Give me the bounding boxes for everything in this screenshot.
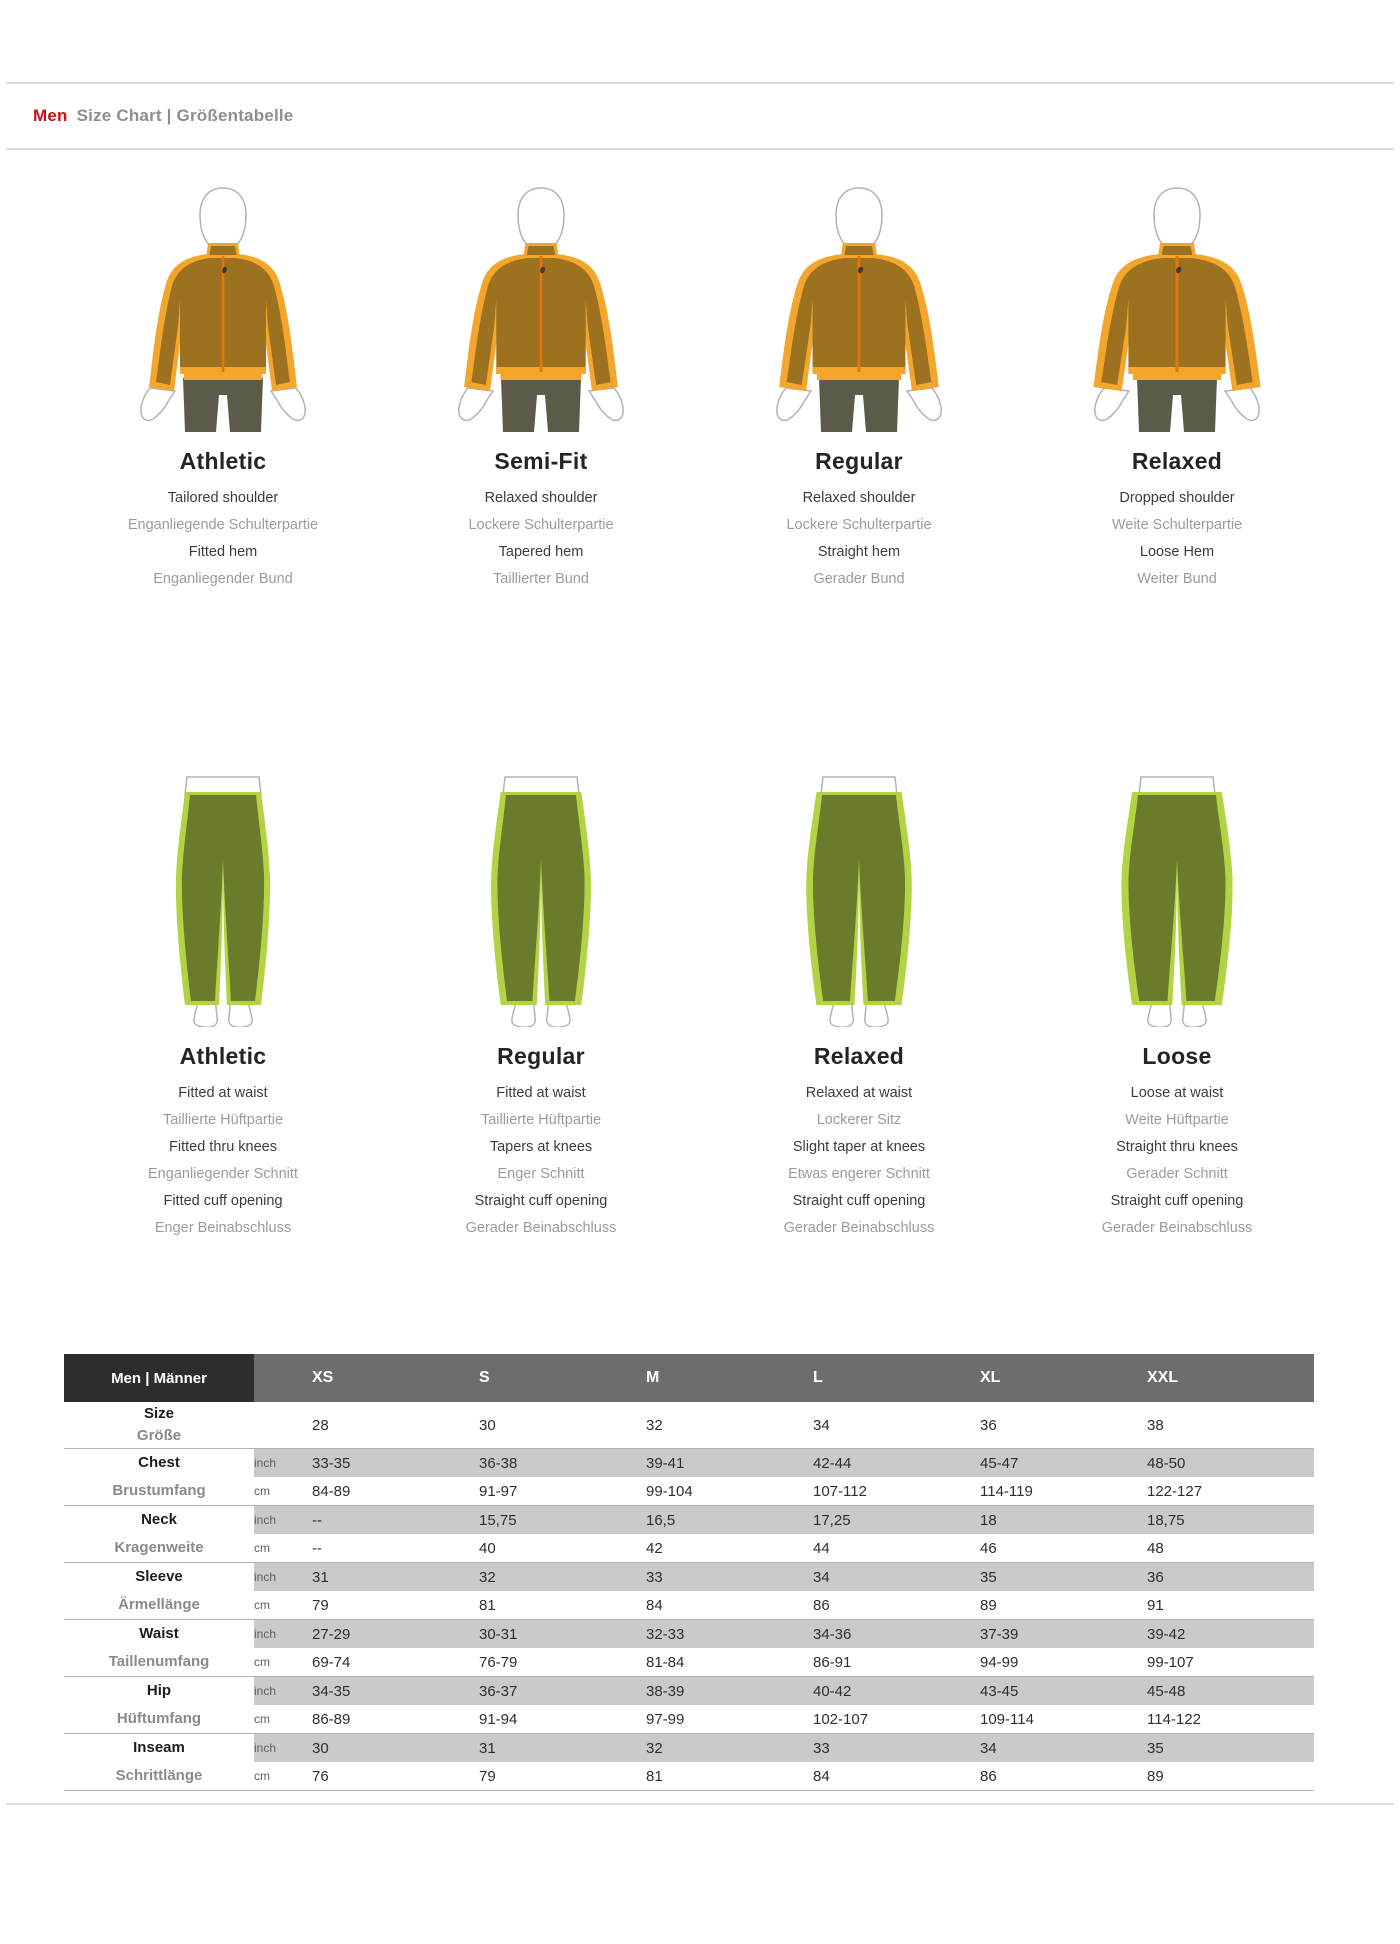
unit-cell-inch: inch — [254, 1506, 312, 1535]
measurement-value: 40 — [479, 1539, 496, 1557]
measurement-value: -- — [312, 1506, 479, 1535]
measurement-value: 48 — [1147, 1539, 1164, 1557]
measurement-value: 18,75 — [1147, 1506, 1314, 1535]
fit-description-en: Fitted cuff opening — [163, 1193, 283, 1209]
measurement-value: 97-99 — [646, 1710, 685, 1728]
measurement-value: 69-74 — [312, 1653, 351, 1671]
fit-description-en: Fitted at waist — [496, 1085, 586, 1101]
measurement-value: 31 — [479, 1734, 646, 1763]
measurement-value: 33 — [813, 1734, 980, 1763]
row-label-size — [64, 1402, 254, 1449]
unit-cell-inch: inch — [254, 1620, 312, 1649]
measurement-value: 86-91 — [813, 1653, 852, 1671]
fit-description-de: Taillierte Hüftpartie — [162, 1112, 284, 1128]
pants-figure — [1018, 765, 1336, 1027]
fit-description-de: Weite Hüftpartie — [1125, 1112, 1229, 1128]
measurement-value: 86 — [813, 1596, 830, 1614]
row-label-de: Ärmellänge — [118, 1596, 200, 1613]
measurement-value: 44 — [813, 1539, 830, 1557]
fit-description-en: Relaxed shoulder — [802, 490, 916, 506]
measurement-value: 84 — [646, 1596, 663, 1614]
measurement-value: 34 — [980, 1734, 1147, 1763]
measurement-value: 46 — [980, 1539, 997, 1557]
measurement-value: -- — [312, 1539, 322, 1557]
measurement-value: 32 — [479, 1563, 646, 1592]
fit-description-de: Taillierte Hüftpartie — [480, 1112, 602, 1128]
measurement-value: 114-122 — [1147, 1710, 1201, 1728]
jacket-figure — [382, 182, 700, 432]
measurement-value: 76 — [312, 1762, 479, 1791]
row-label-de: Kragenweite — [114, 1539, 204, 1556]
table-row-inseam-cm — [64, 1762, 1314, 1791]
measurement-value: 30 — [312, 1734, 479, 1763]
measurement-value: 34 — [813, 1563, 980, 1592]
measurement-value: 31 — [312, 1563, 479, 1592]
table-row-size — [64, 1402, 1314, 1449]
measurement-value: 34-36 — [813, 1620, 980, 1649]
size-value: 38 — [1147, 1416, 1164, 1434]
table-corner-label: Men | Männer — [64, 1354, 254, 1402]
fit-description-de: Gerader Schnitt — [1126, 1166, 1228, 1182]
row-label-de: Größe — [136, 1427, 182, 1444]
measurement-value: 18 — [980, 1506, 1147, 1535]
pants-figure — [700, 765, 1018, 1027]
row-label-de: Brustumfang — [112, 1482, 206, 1499]
fit-description-list — [700, 1080, 1018, 1242]
page-title-highlight: Men — [33, 106, 68, 125]
measurement-value: 35 — [980, 1563, 1147, 1592]
measurement-value: 89 — [1147, 1762, 1314, 1791]
measurement-value: 42-44 — [813, 1449, 980, 1478]
measurement-value: 122-127 — [1147, 1482, 1203, 1500]
row-label-en: Sleeve — [64, 1563, 254, 1592]
fit-description-en: Fitted at waist — [178, 1085, 268, 1101]
fit-description-en: Relaxed shoulder — [484, 490, 598, 506]
fit-description-de: Enganliegender Schnitt — [148, 1166, 298, 1182]
table-row-hip-cm — [64, 1705, 1314, 1734]
measurement-value: 35 — [1147, 1734, 1314, 1763]
measurement-value: 27-29 — [312, 1620, 479, 1649]
unit-cell-inch: inch — [254, 1449, 312, 1478]
fit-title: Regular — [497, 1043, 585, 1069]
unit-column-header — [254, 1354, 312, 1402]
fit-description-en: Tapered hem — [498, 544, 584, 560]
measurement-value: 15,75 — [479, 1506, 646, 1535]
measurement-value: 45-47 — [980, 1449, 1147, 1478]
measurement-value: 84-89 — [312, 1482, 351, 1500]
fit-title: Semi-Fit — [494, 448, 588, 474]
measurement-value: 17,25 — [813, 1506, 980, 1535]
bottom-divider — [6, 1803, 1394, 1805]
size-table — [64, 1354, 1314, 1791]
measurement-value: 33-35 — [312, 1449, 479, 1478]
fit-title: Athletic — [179, 448, 267, 474]
table-row-waist-inch — [64, 1620, 1314, 1649]
size-table-section — [64, 1354, 1400, 1791]
measurement-value: 32-33 — [646, 1620, 813, 1649]
measurement-value: 39-41 — [646, 1449, 813, 1478]
jacket-fit-card-regular — [700, 182, 1018, 593]
measurement-value: 79 — [479, 1762, 646, 1791]
fit-description-de: Enger Beinabschluss — [154, 1220, 292, 1236]
pants-fit-card-athletic — [64, 765, 382, 1242]
fit-description-en: Tailored shoulder — [167, 490, 279, 506]
fit-description-en: Straight cuff opening — [1110, 1193, 1244, 1209]
measurement-value: 86-89 — [312, 1710, 351, 1728]
jacket-figure — [1018, 182, 1336, 432]
measurement-value: 107-112 — [813, 1482, 867, 1500]
measurement-value: 39-42 — [1147, 1620, 1314, 1649]
jacket-fits-section — [64, 182, 1336, 593]
size-value: 34 — [813, 1416, 830, 1434]
fit-description-de: Enger Schnitt — [497, 1166, 585, 1182]
measurement-value: 33 — [646, 1563, 813, 1592]
measurement-value: 89 — [980, 1596, 997, 1614]
fit-description-en: Slight taper at knees — [792, 1139, 926, 1155]
unit-cell-cm: cm — [254, 1655, 270, 1669]
table-row-waist-cm — [64, 1648, 1314, 1677]
unit-cell-cm: cm — [254, 1712, 270, 1726]
unit-cell-inch: inch — [254, 1563, 312, 1592]
fit-description-de: Gerader Beinabschluss — [1101, 1220, 1253, 1236]
fit-description-de: Enganliegende Schulterpartie — [127, 517, 319, 533]
measurement-value: 114-119 — [980, 1482, 1033, 1500]
measurement-value: 91-94 — [479, 1710, 518, 1728]
fit-description-de: Gerader Beinabschluss — [783, 1220, 935, 1236]
size-column-header-xxl: XXL — [1147, 1354, 1314, 1402]
measurement-value: 38-39 — [646, 1677, 813, 1706]
page-title-rest: Size Chart | Größentabelle — [76, 106, 294, 125]
measurement-value: 43-45 — [980, 1677, 1147, 1706]
table-row-chest-cm — [64, 1477, 1314, 1506]
measurement-value: 81 — [479, 1596, 496, 1614]
row-label-en: Inseam — [64, 1734, 254, 1763]
pants-figure — [382, 765, 700, 1027]
measurement-value: 36 — [1147, 1563, 1314, 1592]
jacket-figure — [64, 182, 382, 432]
fit-description-de: Lockerer Sitz — [816, 1112, 902, 1128]
measurement-value: 45-48 — [1147, 1677, 1314, 1706]
measurement-value: 86 — [980, 1762, 1147, 1791]
row-label-en: Neck — [64, 1506, 254, 1535]
table-row-neck-cm — [64, 1534, 1314, 1563]
measurement-value: 94-99 — [980, 1653, 1019, 1671]
table-row-chest-inch — [64, 1449, 1314, 1478]
fit-description-de: Weiter Bund — [1137, 571, 1217, 587]
measurement-value: 36-37 — [479, 1677, 646, 1706]
row-label-de: Hüftumfang — [116, 1710, 202, 1727]
size-value: 30 — [479, 1416, 496, 1434]
row-label-en: Hip — [64, 1677, 254, 1706]
measurement-value: 109-114 — [980, 1710, 1034, 1728]
fit-description-en: Fitted hem — [188, 544, 258, 560]
unit-cell-inch: inch — [254, 1734, 312, 1763]
row-label-en: Chest — [64, 1449, 254, 1478]
measurement-value: 40-42 — [813, 1677, 980, 1706]
size-column-header-xs: XS — [312, 1354, 479, 1402]
unit-cell-cm: cm — [254, 1598, 270, 1612]
measurement-value: 34-35 — [312, 1677, 479, 1706]
size-column-header-m: M — [646, 1354, 813, 1402]
measurement-value: 16,5 — [646, 1506, 813, 1535]
measurement-value: 36-38 — [479, 1449, 646, 1478]
size-value: 28 — [312, 1416, 329, 1434]
fit-description-en: Straight cuff opening — [792, 1193, 926, 1209]
table-row-sleeve-inch — [64, 1563, 1314, 1592]
measurement-value: 42 — [646, 1539, 663, 1557]
table-row-inseam-inch — [64, 1734, 1314, 1763]
jacket-fit-card-relaxed — [1018, 182, 1336, 593]
fit-description-de: Gerader Bund — [813, 571, 905, 587]
fit-description-list — [1018, 485, 1336, 593]
fit-description-en: Loose Hem — [1139, 544, 1215, 560]
jacket-fit-card-athletic — [64, 182, 382, 593]
pant-fits-section — [64, 765, 1336, 1242]
jacket-fit-card-semi-fit — [382, 182, 700, 593]
unit-cell-cm: cm — [254, 1541, 270, 1555]
fit-description-list — [64, 485, 382, 593]
measurement-value: 30-31 — [479, 1620, 646, 1649]
fit-description-en: Straight hem — [817, 544, 901, 560]
size-value: 36 — [980, 1416, 997, 1434]
unit-cell-cm: cm — [254, 1762, 312, 1791]
measurement-value: 79 — [312, 1596, 329, 1614]
fit-description-en: Straight cuff opening — [474, 1193, 608, 1209]
fit-title: Loose — [1142, 1043, 1212, 1069]
fit-description-en: Fitted thru knees — [169, 1139, 277, 1155]
pants-fit-card-loose — [1018, 765, 1336, 1242]
fit-description-list — [382, 1080, 700, 1242]
fit-description-de: Gerader Beinabschluss — [465, 1220, 617, 1236]
header-divider — [6, 148, 1394, 150]
pants-figure — [64, 765, 382, 1027]
unit-cell — [254, 1402, 312, 1449]
fit-description-en: Loose at waist — [1130, 1085, 1224, 1101]
measurement-value: 99-107 — [1147, 1653, 1194, 1671]
fit-title: Relaxed — [813, 1043, 905, 1069]
fit-description-de: Enganliegender Bund — [153, 571, 293, 587]
size-column-header-xl: XL — [980, 1354, 1147, 1402]
table-row-neck-inch — [64, 1506, 1314, 1535]
fit-title: Relaxed — [1131, 448, 1223, 474]
size-column-header-s: S — [479, 1354, 646, 1402]
page-title — [0, 84, 1400, 148]
fit-description-list — [1018, 1080, 1336, 1242]
measurement-value: 99-104 — [646, 1482, 693, 1500]
measurement-value: 81-84 — [646, 1653, 685, 1671]
fit-description-en: Tapers at knees — [489, 1139, 593, 1155]
fit-description-en: Relaxed at waist — [805, 1085, 913, 1101]
fit-description-de: Etwas engerer Schnitt — [788, 1166, 930, 1182]
fit-description-list — [382, 485, 700, 593]
measurement-value: 102-107 — [813, 1710, 869, 1728]
pants-fit-card-regular — [382, 765, 700, 1242]
row-label-en: Size — [143, 1405, 174, 1422]
fit-description-de: Weite Schulterpartie — [1111, 517, 1243, 533]
size-value: 32 — [646, 1416, 663, 1434]
fit-title: Athletic — [179, 1043, 267, 1069]
table-row-sleeve-cm — [64, 1591, 1314, 1620]
row-label-de: Schrittlänge — [64, 1762, 254, 1791]
unit-cell-inch: inch — [254, 1677, 312, 1706]
measurement-value: 91 — [1147, 1596, 1164, 1614]
row-label-en: Waist — [64, 1620, 254, 1649]
fit-description-de: Lockere Schulterpartie — [468, 517, 614, 533]
measurement-value: 76-79 — [479, 1653, 518, 1671]
fit-description-de: Taillierter Bund — [493, 571, 589, 587]
fit-description-en: Dropped shoulder — [1119, 490, 1235, 506]
row-label-de: Taillenumfang — [108, 1653, 210, 1670]
size-column-header-l: L — [813, 1354, 980, 1402]
fit-description-en: Straight thru knees — [1116, 1139, 1238, 1155]
measurement-value: 81 — [646, 1762, 813, 1791]
fit-description-list — [64, 1080, 382, 1242]
measurement-value: 32 — [646, 1734, 813, 1763]
fit-description-de: Lockere Schulterpartie — [786, 517, 932, 533]
size-table-header-row — [64, 1354, 1314, 1402]
measurement-value: 48-50 — [1147, 1449, 1314, 1478]
unit-cell-cm: cm — [254, 1484, 270, 1498]
measurement-value: 84 — [813, 1762, 980, 1791]
jacket-figure — [700, 182, 1018, 432]
fit-description-list — [700, 485, 1018, 593]
measurement-value: 91-97 — [479, 1482, 518, 1500]
fit-title: Regular — [815, 448, 903, 474]
pants-fit-card-relaxed — [700, 765, 1018, 1242]
measurement-value: 37-39 — [980, 1620, 1147, 1649]
table-row-hip-inch — [64, 1677, 1314, 1706]
